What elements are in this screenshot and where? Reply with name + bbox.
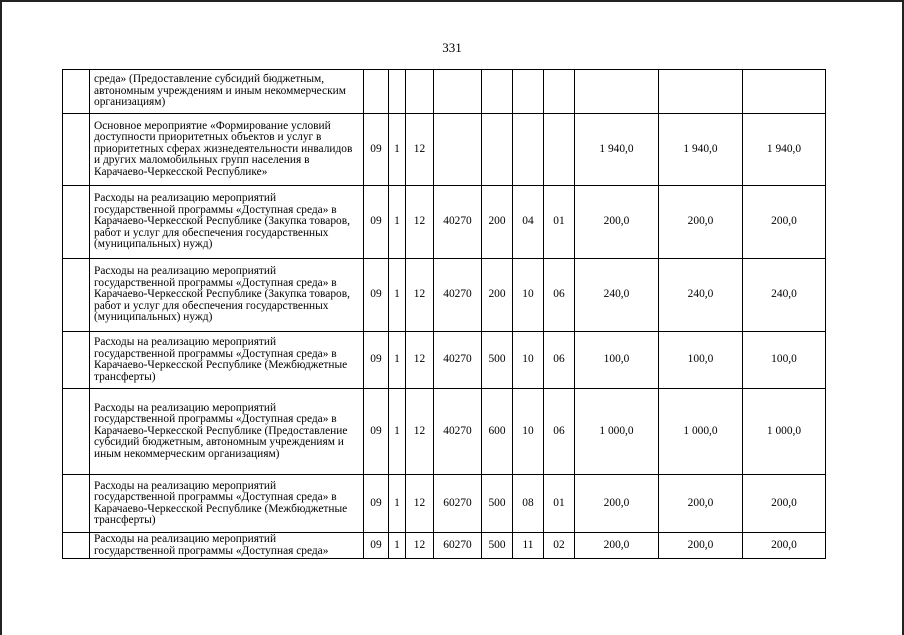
table-row xyxy=(63,332,826,389)
code-cell: 200 xyxy=(482,186,513,259)
code-cell xyxy=(513,70,544,114)
code-cell: 12 xyxy=(406,114,434,186)
code-cell: 06 xyxy=(544,259,575,332)
code-cell: 500 xyxy=(482,533,513,559)
description-cell: Расходы на реализацию мероприятий государственной программы «Доступная среда» в Карачаево-Черкесской Республике (Закупка товаров, работ и услуг для обеспечения государственных (муниципальных) нужд) xyxy=(90,186,364,259)
code-cell xyxy=(482,70,513,114)
code-cell: 09 xyxy=(364,332,389,389)
code-cell: 01 xyxy=(544,475,575,533)
table-row xyxy=(63,259,826,332)
description-cell: среда» (Предоставление субсидий бюджетным, автономным учреждениям и иным некоммерческим организациям) xyxy=(90,70,364,114)
code-cell xyxy=(364,70,389,114)
table-row xyxy=(63,389,826,475)
row-number-cell xyxy=(63,70,90,114)
row-number-cell xyxy=(63,389,90,475)
amount-cell xyxy=(743,70,826,114)
code-cell: 200 xyxy=(482,259,513,332)
code-cell: 10 xyxy=(513,332,544,389)
code-cell: 06 xyxy=(544,389,575,475)
code-cell: 11 xyxy=(513,533,544,559)
code-cell: 40270 xyxy=(434,389,482,475)
table-row xyxy=(63,114,826,186)
code-cell: 01 xyxy=(544,186,575,259)
description-cell: Расходы на реализацию мероприятий государственной программы «Доступная среда» в Карачаево-Черкесской Республике (Закупка товаров, работ и услуг для обеспечения государственных (муниципальных) нужд) xyxy=(90,259,364,332)
amount-cell: 200,0 xyxy=(575,533,659,559)
code-cell: 1 xyxy=(389,475,406,533)
code-cell: 09 xyxy=(364,533,389,559)
code-cell: 1 xyxy=(389,186,406,259)
row-number-cell xyxy=(63,332,90,389)
row-number-cell xyxy=(63,114,90,186)
amount-cell xyxy=(575,70,659,114)
code-cell xyxy=(544,70,575,114)
amount-cell: 240,0 xyxy=(575,259,659,332)
scan-edge-left xyxy=(0,0,2,635)
row-number-cell xyxy=(63,259,90,332)
table-body xyxy=(63,70,826,559)
amount-cell: 200,0 xyxy=(659,533,743,559)
page-number: 331 xyxy=(442,40,462,55)
code-cell: 1 xyxy=(389,259,406,332)
code-cell: 10 xyxy=(513,259,544,332)
code-cell: 500 xyxy=(482,475,513,533)
description-cell: Расходы на реализацию мероприятий государственной программы «Доступная среда» в Карачаево-Черкесской Республике (Межбюджетные трансферты) xyxy=(90,332,364,389)
amount-cell: 1 000,0 xyxy=(743,389,826,475)
code-cell: 1 xyxy=(389,332,406,389)
amount-cell: 240,0 xyxy=(743,259,826,332)
code-cell xyxy=(434,114,482,186)
scan-edge-top xyxy=(0,0,904,2)
code-cell: 1 xyxy=(389,114,406,186)
amount-cell: 1 940,0 xyxy=(659,114,743,186)
code-cell: 1 xyxy=(389,533,406,559)
code-cell: 10 xyxy=(513,389,544,475)
code-cell: 06 xyxy=(544,332,575,389)
amount-cell: 1 000,0 xyxy=(575,389,659,475)
code-cell: 12 xyxy=(406,186,434,259)
row-number-cell xyxy=(63,475,90,533)
code-cell: 09 xyxy=(364,186,389,259)
code-cell: 04 xyxy=(513,186,544,259)
code-cell xyxy=(544,114,575,186)
code-cell: 12 xyxy=(406,533,434,559)
amount-cell: 100,0 xyxy=(575,332,659,389)
amount-cell: 200,0 xyxy=(743,533,826,559)
code-cell: 02 xyxy=(544,533,575,559)
code-cell: 12 xyxy=(406,259,434,332)
code-cell: 09 xyxy=(364,114,389,186)
code-cell xyxy=(434,70,482,114)
budget-table xyxy=(62,69,826,559)
code-cell xyxy=(482,114,513,186)
amount-cell: 200,0 xyxy=(575,186,659,259)
table-row xyxy=(63,186,826,259)
description-cell: Расходы на реализацию мероприятий государственной программы «Доступная среда» в Карачаево-Черкесской Республике (Предоставление субсидий бюджетным, автономным учреждениям и иным некоммерческим организациям) xyxy=(90,389,364,475)
description-cell: Расходы на реализацию мероприятий государственной программы «Доступная среда» в Карачаево-Черкесской Республике (Межбюджетные трансферты) xyxy=(90,475,364,533)
code-cell: 40270 xyxy=(434,186,482,259)
code-cell: 09 xyxy=(364,389,389,475)
amount-cell: 100,0 xyxy=(743,332,826,389)
table-row xyxy=(63,475,826,533)
row-number-cell xyxy=(63,186,90,259)
code-cell: 40270 xyxy=(434,332,482,389)
amount-cell: 1 940,0 xyxy=(743,114,826,186)
amount-cell: 200,0 xyxy=(743,186,826,259)
code-cell: 500 xyxy=(482,332,513,389)
code-cell: 60270 xyxy=(434,475,482,533)
table-row xyxy=(63,70,826,114)
description-cell: Расходы на реализацию мероприятий государственной программы «Доступная среда» xyxy=(90,533,364,559)
amount-cell: 200,0 xyxy=(659,475,743,533)
code-cell: 60270 xyxy=(434,533,482,559)
amount-cell: 240,0 xyxy=(659,259,743,332)
code-cell: 600 xyxy=(482,389,513,475)
amount-cell: 200,0 xyxy=(575,475,659,533)
code-cell: 12 xyxy=(406,389,434,475)
code-cell: 09 xyxy=(364,475,389,533)
code-cell: 40270 xyxy=(434,259,482,332)
amount-cell: 1 940,0 xyxy=(575,114,659,186)
row-number-cell xyxy=(63,533,90,559)
code-cell: 09 xyxy=(364,259,389,332)
code-cell xyxy=(406,70,434,114)
amount-cell: 200,0 xyxy=(743,475,826,533)
amount-cell: 1 000,0 xyxy=(659,389,743,475)
code-cell: 12 xyxy=(406,475,434,533)
code-cell xyxy=(389,70,406,114)
code-cell: 12 xyxy=(406,332,434,389)
code-cell xyxy=(513,114,544,186)
amount-cell: 200,0 xyxy=(659,186,743,259)
description-cell: Основное мероприятие «Формирование условий доступности приоритетных объектов и услуг в приоритетных сферах жизнедеятельности инвалидов и других маломобильных групп населения в Карачаево-Черкесской Республике» xyxy=(90,114,364,186)
amount-cell: 100,0 xyxy=(659,332,743,389)
amount-cell xyxy=(659,70,743,114)
code-cell: 1 xyxy=(389,389,406,475)
code-cell: 08 xyxy=(513,475,544,533)
table-row xyxy=(63,533,826,559)
